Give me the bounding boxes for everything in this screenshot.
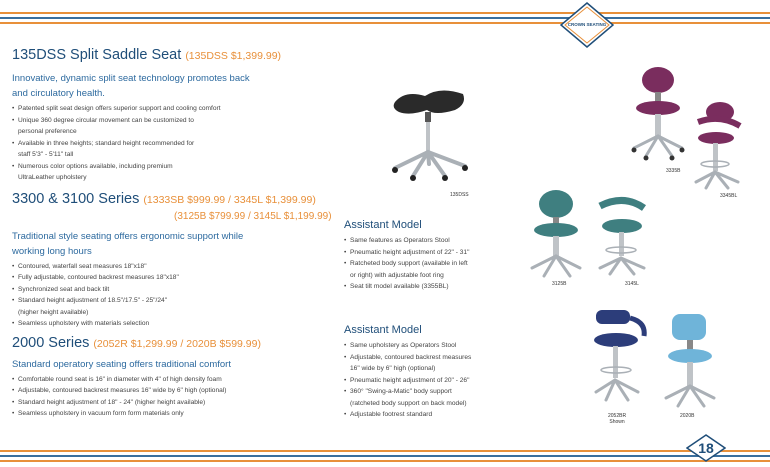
caption-3345bl: 3345BL	[720, 193, 738, 199]
tagline-135dss: Innovative, dynamic split seat technology promotes back	[12, 73, 250, 84]
caption-3335b: 3335B	[666, 168, 681, 174]
assistant-model-1: Assistant Model • Same features as Operators Stool • Pneumatic height adjustment of 22" - 31" • Ratcheted body support (available in left or right) with adjustable foot ring • Seat tilt model available (3355BL)	[344, 218, 494, 293]
caption-3145l: 3145L	[625, 281, 639, 287]
bullets-135dss: • Patented split seat design offers superior support and cooling comfort • Unique 360 degree circular movement can be customized to personal preference • Available in three heights; standard height recommended for staff 5'3" - 5'11" tall • Numerous color options available, including premium UltraLeather upholstery	[12, 103, 332, 184]
top-stripes	[0, 12, 770, 27]
tagline-2000: Standard operatory seating offers traditional comfort	[12, 358, 231, 370]
plum-stool-image	[628, 62, 688, 162]
heading-135dss: 135DSS Split Saddle Seat (135DSS $1,399.99)	[12, 47, 282, 63]
sky-stool-image	[660, 312, 720, 408]
teal-assistant-image	[594, 192, 650, 276]
bullets-3300: • Contoured, waterfall seat measures 18"x18" • Fully adjustable, contoured backrest measures 18"x18" • Synchronized seat and back tilt • Standard height adjustment of 18.5"/17.5" - 25"/24" (higher height available) • Seamless upholstery with materials selection	[12, 261, 332, 330]
left-column	[12, 46, 332, 420]
tagline-3300: Traditional style seating offers ergonomic support while	[12, 230, 244, 242]
plum-assistant-image	[690, 96, 746, 192]
navy-assistant-image	[590, 308, 650, 408]
teal-stool-image	[526, 186, 586, 278]
caption-2020b: 2020B	[680, 413, 695, 419]
svg-text:CROWN SEATING: CROWN SEATING	[567, 22, 607, 27]
assistant-model-2: Assistant Model • Same upholstery as Operators Stool • Adjustable, contoured backrest measures 16" wide by 6" high (optional) • Pneumatic height adjustment of 20" - 26" • 360° "Swing-a-Matic" body support (ratcheted body support on back model) • Adjustable footrest standard	[344, 323, 494, 421]
heading-3300: 3300 & 3100 Series (1333SB $999.99 / 3345L $1,399.99)	[12, 190, 316, 207]
bullets-2000: • Comfortable round seat is 16" in diameter with 4" of high density foam • Adjustable, contoured backrest measures 16" wide by 6" high (optional) • Standard height adjustment of 18" - 24" (higher height available) • Seamless upholstery in vacuum form form materials only	[12, 374, 332, 420]
caption-135dss: 135DSS	[450, 192, 469, 198]
heading-2000: 2000 Series (2052R $1,299.99 / 2020B $599.99)	[12, 334, 261, 351]
crown-seating-logo	[560, 2, 614, 48]
price-3100: (3125B $799.99 / 3145L $1,199.99)	[174, 210, 332, 222]
saddle-stool-image	[385, 72, 475, 182]
caption-3125b: 3125B	[552, 281, 567, 287]
tagline-135dss-2: and circulatory health.	[12, 88, 105, 99]
bottom-stripes	[0, 450, 770, 465]
caption-2052br: 2052BR Shown	[608, 413, 627, 425]
page-number: 18	[686, 434, 726, 462]
tagline-3300-2: working long hours	[12, 245, 92, 257]
